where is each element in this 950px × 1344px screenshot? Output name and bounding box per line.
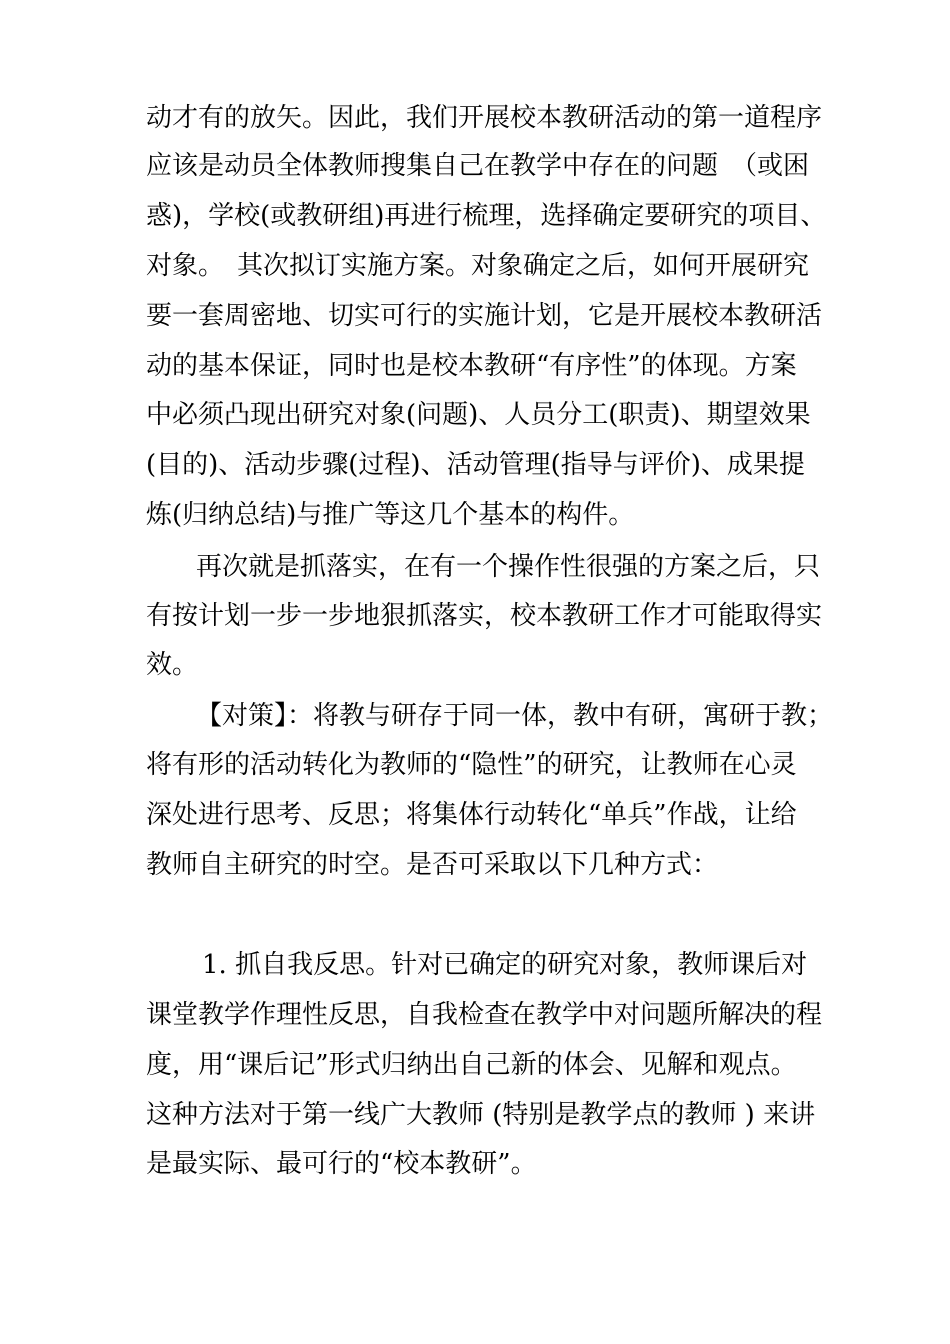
text-line: 是最实际、最可行的“校本教研”。: [146, 1149, 537, 1179]
text-line: 将有形的活动转化为教师的“隐性”的研究，让教师在心灵: [146, 750, 797, 780]
text-line: (目的)、活动步骤(过程)、活动管理(指导与评价)、成果提: [146, 450, 805, 480]
text-line: 要一套周密地、切实可行的实施计划，它是开展校本教研活: [146, 301, 823, 331]
text-line: 中必须凸现出研究对象(问题)、人员分工(职责)、期望效果: [146, 400, 811, 430]
text-line: 有按计划一步一步地狠抓落实，校本教研工作才可能取得实: [146, 601, 823, 631]
text-line: 对象。 其次拟订实施方案。对象确定之后，如何开展研究: [146, 251, 810, 281]
text-line: 应该是动员全体教师搜集自己在教学中存在的问题 （或困: [146, 151, 810, 181]
text-line: 惑)，学校(或教研组)再进行梳理，选择确定要研究的项目、: [146, 201, 827, 231]
strategy-heading-line: 【对策】：将教与研存于同一体，教中有研，寓研于教；: [196, 701, 834, 731]
text-line: 动才有的放矢。因此，我们开展校本教研活动的第一道程序: [146, 103, 823, 133]
text-line: 教师自主研究的时空。是否可采取以下几种方式：: [146, 850, 719, 880]
text-line: 深处进行思考、反思；将集体行动转化“单兵”作战，让给: [146, 800, 797, 830]
text-line: 度，用“课后记”形式归纳出自己新的体会、见解和观点。: [146, 1050, 797, 1080]
text-line: 这种方法对于第一线广大教师 (特别是教学点的教师 ) 来讲: [146, 1100, 816, 1130]
list-item-1-first-line: 1. 抓自我反思。针对已确定的研究对象，教师课后对: [202, 950, 808, 980]
paragraph-first-line: 再次就是抓落实，在有一个操作性很强的方案之后，只: [196, 552, 821, 582]
text-line: 课堂教学作理性反思，自我检查在教学中对问题所解决的程: [146, 1000, 823, 1030]
text-line: 效。: [146, 650, 199, 680]
text-line: 炼(归纳总结)与推广等这几个基本的构件。: [146, 500, 635, 530]
text-line: 动的基本保证，同时也是校本教研“有序性”的体现。方案: [146, 351, 797, 381]
